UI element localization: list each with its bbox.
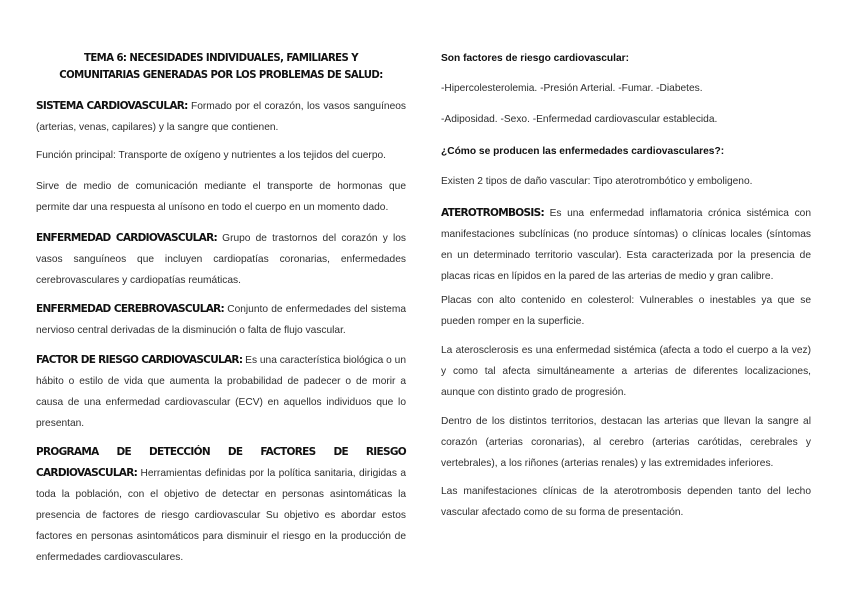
paragraph-manifestaciones: Las manifestaciones clínicas de la aterotrombosis dependen tanto del lecho vascular afectado como de su forma de presentación. <box>441 486 811 518</box>
risk-factors-line-2: -Adiposidad. -Sexo. -Enfermedad cardiovascular establecida. <box>441 114 718 125</box>
term-heading: FACTOR DE RIESGO CARDIOVASCULAR: <box>36 354 243 366</box>
paragraph-medio-comunicacion <box>36 176 406 218</box>
document-title: TEMA 6: NECESIDADES INDIVIDUALES, FAMILIARES Y COMUNITARIAS GENERADAS POR LOS PROBLEMAS DE SALUD: <box>59 51 383 81</box>
paragraph-text: Conjunto de enfermedades del sistema nervioso central derivadas de la disminución o falta de flujo vascular. <box>36 304 406 336</box>
paragraph-enfermedad-cerebrovascular <box>36 299 406 341</box>
paragraph-aterosclerosis: La aterosclerosis es una enfermedad sistémica (afecta a todo el cuerpo a la vez) y como tal afecta simultáneamente a arterias de diferentes localizaciones, aunque con distinto grado de progresión. <box>441 345 811 398</box>
term-heading: ATEROTROMBOSIS: <box>441 207 544 219</box>
paragraph-funcion-principal <box>36 145 406 166</box>
paragraph-text: Es una enfermedad inflamatoria crónica sistémica con manifestaciones subclínicas (no produce síntomas) o clínicas locales (síntomas en un determinado territorio vascular). Esta caracterizada por la presencia de placas ricas en lípidos en la pared de las arterias de medio y gran calibre. <box>441 208 811 282</box>
term-heading: SISTEMA CARDIOVASCULAR: <box>36 100 188 112</box>
paragraph-placas: Placas con alto contenido en colesterol: Vulnerables o inestables ya que se pueden romper en la superficie. <box>441 295 811 327</box>
paragraph-text: Sirve de medio de comunicación mediante el transporte de hormonas que permite dar una respuesta al unísono en todo el cuerpo en un momento dado. <box>36 181 406 213</box>
term-heading: PROGRAMA DE DETECCIÓN DE FACTORES DE RIESGO CARDIOVASCULAR: <box>36 446 406 479</box>
paragraph-aterotrombosis <box>441 203 811 287</box>
question-heading: ¿Cómo se producen las enfermedades cardiovasculares?: <box>441 146 725 157</box>
paragraph-text: Grupo de trastornos del corazón y los vasos sanguíneos que incluyen cardiopatías coronarias, enfermedades cerebrovasculares y cardiopatías reumáticas. <box>36 233 406 286</box>
paragraph-territorios: Dentro de los distintos territorios, destacan las arterias que llevan la sangre al corazón (arterias coronarias), al cerebro (arterias carótidas, cerebrales y vertebrales), a los riñones (arterias renales) y las extremidades inferiores. <box>441 416 811 469</box>
paragraph-text: Herramientas definidas por la política sanitaria, dirigidas a toda la población, con el objetivo de detectar en personas asintomáticas la presencia de factores de riesgo cardiovascular Su objetivo es abordar estos factores en personas asintomáticos para disminuir el riesgo en la producción de enfermedades cardiovasculares. <box>36 468 406 563</box>
paragraph-sistema-cardiovascular <box>36 96 406 138</box>
paragraph-enfermedad-cardiovascular <box>36 228 406 291</box>
term-heading: ENFERMEDAD CARDIOVASCULAR: <box>36 232 217 244</box>
risk-factors-heading: Son factores de riesgo cardiovascular: <box>441 53 629 64</box>
paragraph-factor-riesgo <box>36 350 406 434</box>
paragraph-text: Es una característica biológica o un hábito o estilo de vida que aumenta la probabilidad de padecer o de morir a causa de una enfermedad cardiovascular (ECV) en aquellos individuos que lo presentan. <box>36 355 406 429</box>
term-heading: ENFERMEDAD CEREBROVASCULAR: <box>36 303 225 315</box>
paragraph-tipos-dano: Existen 2 tipos de daño vascular: Tipo aterotrombótico y emboligeno. <box>441 176 753 187</box>
paragraph-text: Función principal: Transporte de oxígeno y nutrientes a los tejidos del cuerpo. <box>36 150 386 161</box>
paragraph-programa-deteccion <box>36 442 406 568</box>
paragraph-text: Formado por el corazón, los vasos sanguíneos (arterias, venas, capilares) y la sangre que contienen. <box>36 101 406 133</box>
risk-factors-line-1: -Hipercolesterolemia. -Presión Arterial. -Fumar. -Diabetes. <box>441 83 703 94</box>
